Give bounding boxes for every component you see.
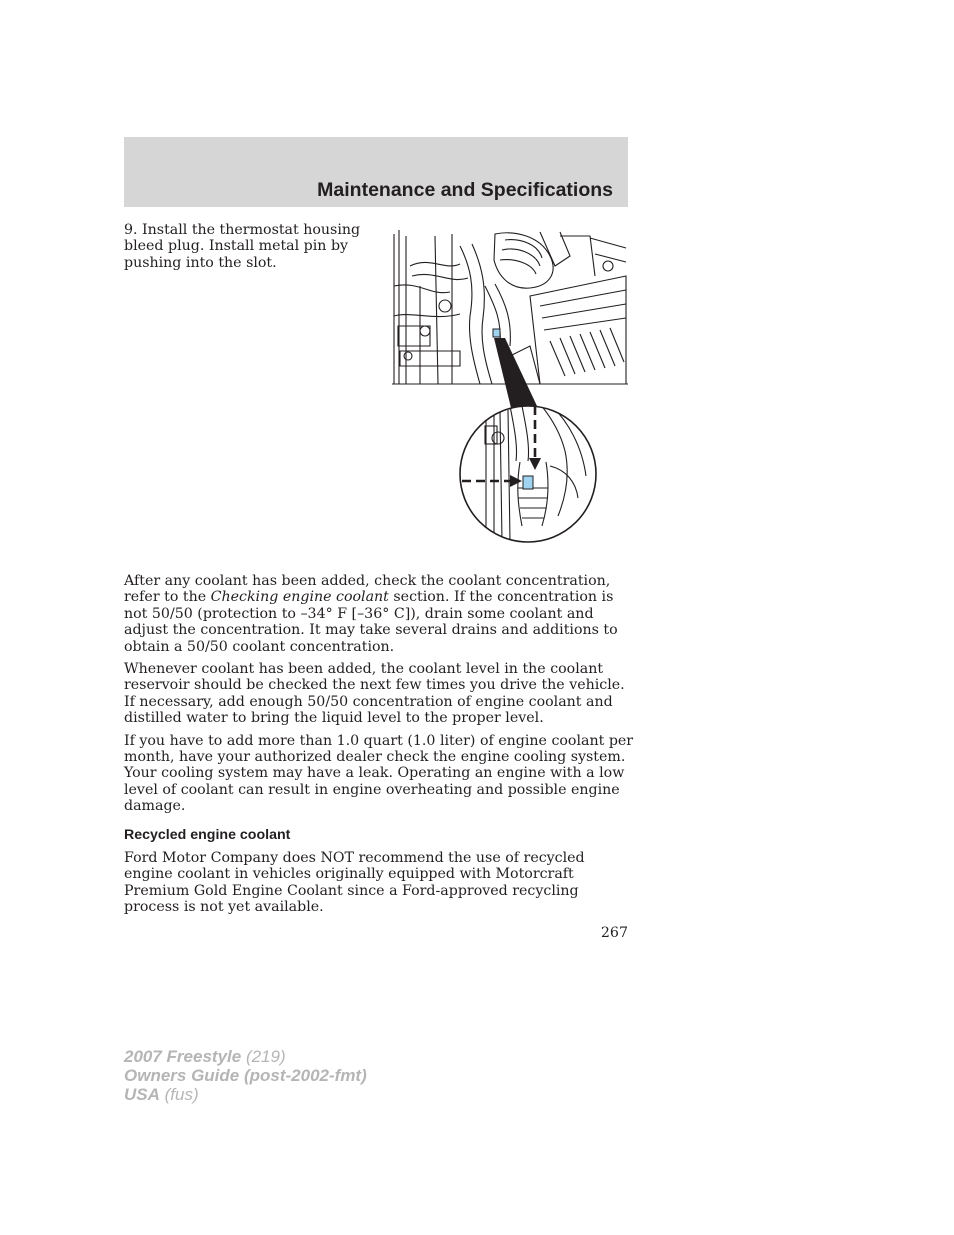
bleed-plug-detail-highlight: [523, 476, 533, 489]
body-content: [124, 573, 634, 921]
footer-line-1: [124, 1047, 367, 1066]
footer-market-code: (fus): [164, 1085, 199, 1104]
footer-line-3: [124, 1085, 367, 1104]
footer-model-code: (219): [245, 1047, 286, 1066]
thermostat-bleed-plug-figure: [390, 226, 630, 546]
footer-market: USA: [124, 1085, 160, 1104]
checking-engine-coolant-reference: Checking engine coolant: [210, 589, 389, 606]
document-footer: [124, 1047, 367, 1104]
page-number: 267: [600, 925, 628, 941]
engine-thermostat-bleed-plug-illustration-icon: [390, 226, 630, 546]
paragraph-1-start: After any coolant has been added, check the coolant concentration, refer to the: [124, 573, 611, 606]
coolant-concentration-paragraph: [124, 573, 634, 655]
coolant-level-paragraph: Whenever coolant has been added, the coolant level in the coolant reservoir should be checked the next few times you drive the vehicle. If necessary, add enough 50/50 concentration of engine coolant and distilled water to bring the liquid level to the proper level.: [124, 661, 625, 727]
section-title: Maintenance and Specifications: [317, 179, 613, 201]
recycled-coolant-heading: Recycled engine coolant: [124, 826, 291, 843]
footer-guide: Owners Guide (post-2002-fmt): [124, 1066, 367, 1085]
footer-model: 2007 Freestyle: [124, 1047, 242, 1066]
step-9-text: 9. Install the thermostat housing bleed plug. Install metal pin by pushing into the slot.: [124, 222, 361, 271]
section-header-band: [124, 137, 628, 207]
footer-line-2: [124, 1066, 367, 1085]
recycled-coolant-paragraph: Ford Motor Company does NOT recommend the use of recycled engine coolant in vehicles originally equipped with Motorcraft Premium Gold Engine Coolant since a Ford-approved recycling process is not yet available.: [124, 849, 585, 915]
bleed-plug-highlight: [493, 329, 500, 337]
detail-circle: [460, 406, 596, 542]
coolant-leak-paragraph: If you have to add more than 1.0 quart (1.0 liter) of engine coolant per month, have your authorized dealer check the engine cooling system. Your cooling system may have a leak. Operating an engine with a low level of coolant can result in engine overheating and possible engine damage.: [124, 732, 634, 815]
paragraph-1-end: section. If the concentration is not 50/50 (protection to –34° F [–36° C]), drain some coolant and adjust the concentration. It may take several drains and additions to obtain a 50/50 coolant concentration.: [124, 589, 618, 655]
